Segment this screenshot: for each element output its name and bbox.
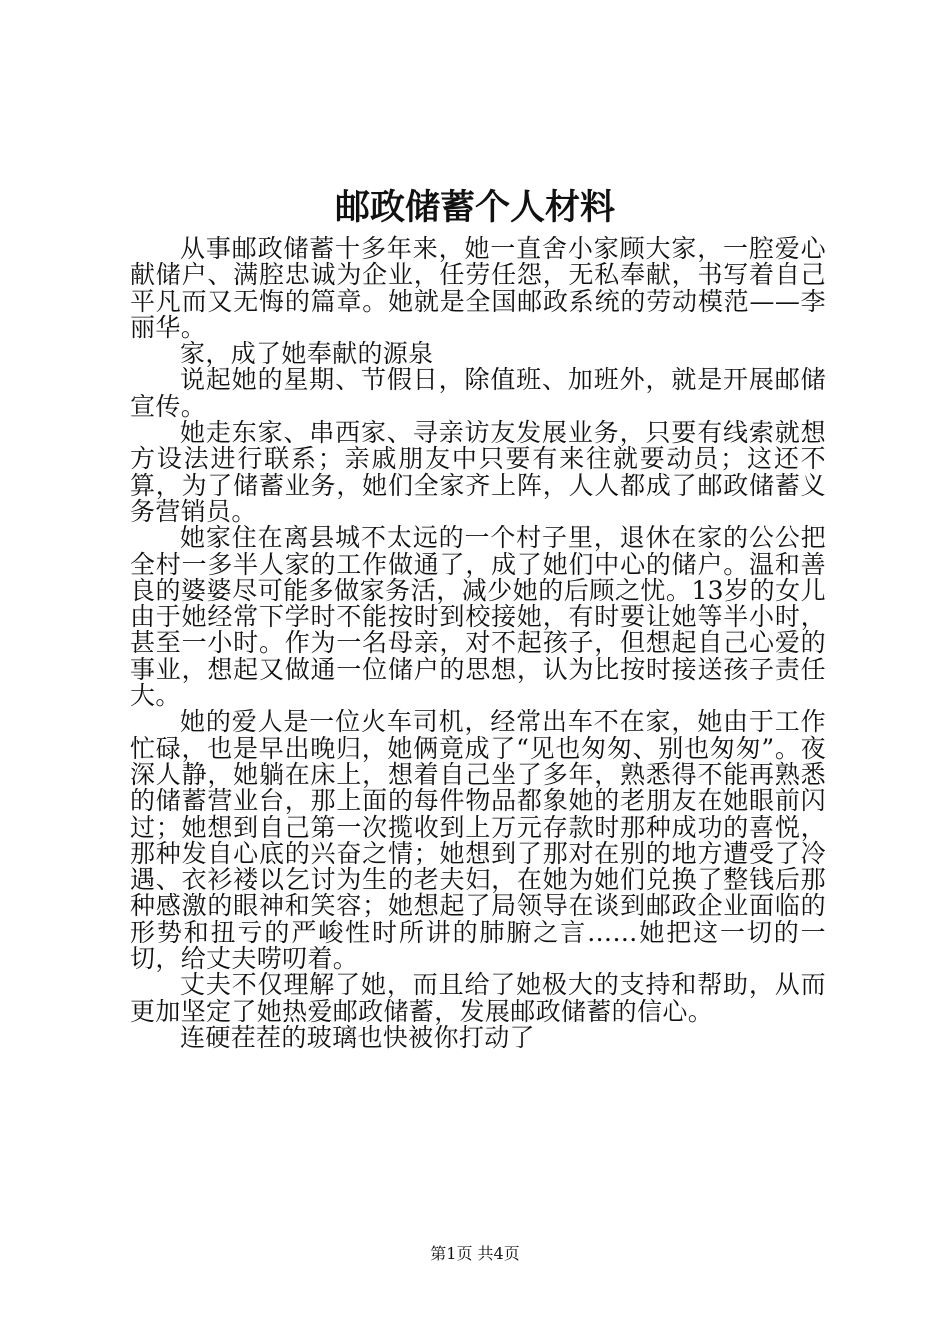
paragraph-support: 丈夫不仅理解了她，而且给了她极大的支持和帮助，从而更加坚定了她热爱邮政储蓄，发展邮政储蓄的信心。 <box>130 970 826 1026</box>
section-heading: 家，成了她奉献的源泉 <box>180 339 434 369</box>
section-heading-glass: 连硬茬茬的玻璃也快被你打动了 <box>180 1022 535 1052</box>
paragraph-family: 她家住在离县城不太远的一个村子里，退休在家的公公把全村一多半人家的工作做通了，成了她们中心的储户。温和善良的婆婆尽可能多做家务活，减少她的后顾之忧。13岁的女儿由于她经常下学时不能按时到校接她，有时要让她等半小时，甚至一小时。作为一名母亲，对不起孩子，但想起自己心爱的事业，想起又做通一位储户的思想，认为比按时接送孩子责任大。 <box>130 523 826 711</box>
paragraph-weekend: 说起她的星期、节假日，除值班、加班外，就是开展邮储宣传。 <box>130 365 826 421</box>
paragraph-visits: 她走东家、串西家、寻亲访友发展业务，只要有线索就想方设法进行联系；亲戚朋友中只要有来往就要动员；这还不算，为了储蓄业务，她们全家齐上阵，人人都成了邮政储蓄义务营销员。 <box>130 418 826 526</box>
document-title: 邮政储蓄个人材料 <box>334 187 615 228</box>
paragraph-intro: 从事邮政储蓄十多年来，她一直舍小家顾大家，一腔爱心献储户、满腔忠诚为企业，任劳任怨，无私奉献，书写着自己平凡而又无悔的篇章。她就是全国邮政系统的劳动模范——李丽华。 <box>130 234 826 342</box>
paragraph-husband: 她的爱人是一位火车司机，经常出车不在家，她由于工作忙碌，也是早出晚归，她俩竟成了“见也匆匆、别也匆匆”。夜深人静，她躺在床上，想着自己坐了多年，熟悉得不能再熟悉的储蓄营业台，那上面的每件物品都象她的老朋友在她眼前闪过；她想到自己第一次揽收到上万元存款时那种成功的喜悦，那种发自心底的兴奋之情；她想到了那对在别的地方遭受了冷遇、衣衫褛以乞讨为生的老夫妇，在她为她们兑换了整钱后那种感激的眼神和笑容；她想起了局领导在谈到邮政企业面临的形势和扭亏的严峻性时所讲的肺腑之言……她把这一切的一切，给丈夫唠叨着。 <box>130 707 826 974</box>
document-body <box>130 236 826 1051</box>
page-footer: 第1页 共4页 <box>430 1244 520 1263</box>
